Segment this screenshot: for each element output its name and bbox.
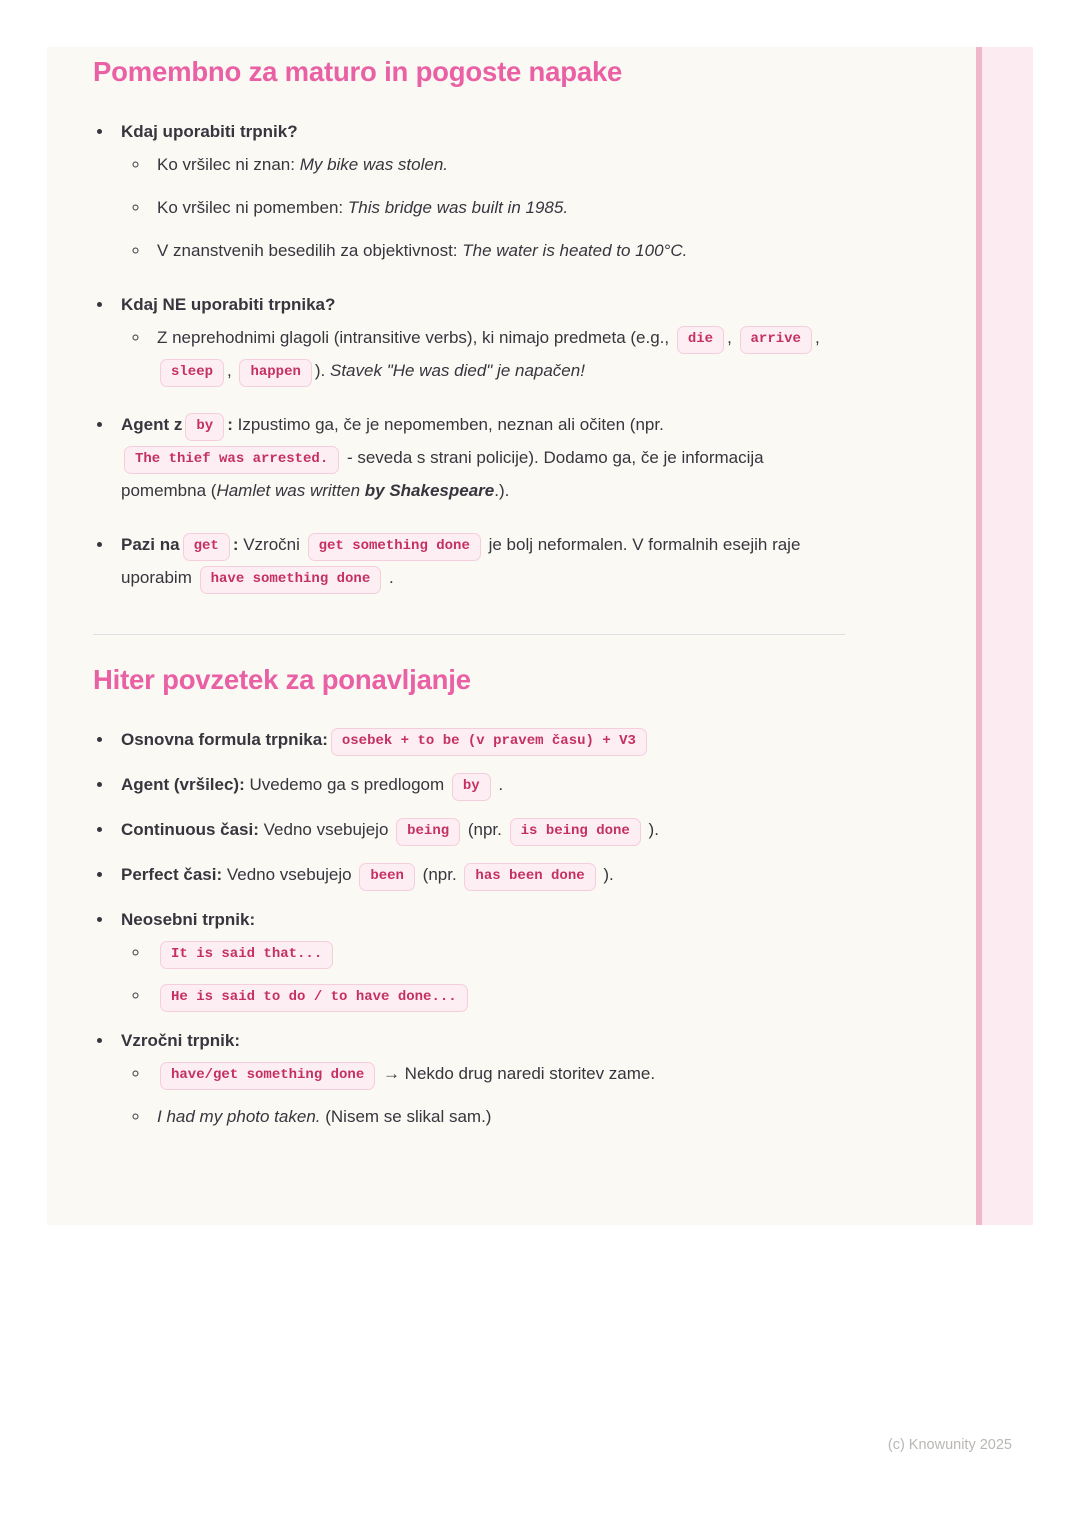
section-title-1: Pomembno za maturo in pogoste napake: [93, 56, 623, 87]
text-segment: (npr.: [417, 865, 462, 884]
list-item: [114, 858, 845, 891]
list-item: [150, 234, 845, 267]
code-chip: The thief was arrested.: [124, 446, 339, 474]
code-chip: being: [396, 818, 460, 846]
sub-list: [121, 936, 845, 1012]
text-segment: Ko vršilec ni znan:: [157, 155, 300, 174]
sheet-main-area: [47, 47, 976, 1225]
text-segment: :: [232, 535, 239, 554]
code-chip: osebek + to be (v pravem času) + V3: [331, 728, 647, 756]
code-chip: arrive: [740, 326, 812, 354]
list-item: [114, 813, 845, 846]
list-item: [150, 979, 845, 1012]
text-segment: → Nekdo drug naredi storitev zame.: [378, 1064, 656, 1083]
text-segment: - seveda s strani policije). Dodamo ga, če je informacija pomembna (: [121, 448, 764, 500]
text-segment: Osnovna formula trpnika:: [121, 730, 328, 749]
list-item-lead: [121, 115, 845, 148]
sheet-right-pink-band: [982, 47, 1033, 1225]
text-segment: .: [493, 775, 504, 794]
sub-list: [121, 1057, 845, 1133]
sub-list: [121, 148, 845, 267]
code-chip: It is said that...: [160, 941, 333, 969]
text-segment: ).: [643, 820, 659, 839]
text-segment: je bolj neformalen. V formalnih esejih raje uporabim: [121, 535, 801, 587]
code-chip: is being done: [510, 818, 641, 846]
section-divider: [93, 634, 845, 635]
text-segment: Z neprehodnimi glagoli (intransitive verbs), ki nimajo predmeta (e.g.,: [157, 328, 674, 347]
text-segment: My bike was stolen.: [299, 155, 449, 174]
code-chip: sleep: [160, 359, 224, 387]
list-item-lead: [121, 903, 845, 936]
text-segment: ).: [598, 865, 614, 884]
code-chip: been: [359, 863, 415, 891]
text-segment: V znanstvenih besedilih za objektivnost:: [157, 241, 463, 260]
text-segment: Pazi na: [121, 535, 180, 554]
text-segment: ,: [814, 328, 820, 347]
list-item: [114, 768, 845, 801]
text-segment: This bridge was built in 1985.: [347, 198, 569, 217]
section-2-list: [93, 723, 845, 1133]
section-1-list: [93, 115, 845, 594]
text-segment: Kdaj uporabiti trpnik?: [121, 122, 298, 141]
text-segment: Vzročni trpnik:: [121, 1031, 241, 1050]
text-segment: Izpustimo ga, če je nepomemben, neznan ali očiten (npr.: [232, 415, 664, 434]
list-item: [114, 528, 845, 594]
text-segment: .).: [494, 481, 510, 500]
list-item: [114, 115, 845, 267]
text-segment: Ko vršilec ni pomemben:: [157, 198, 348, 217]
list-item: [150, 1057, 845, 1090]
text-segment: .: [384, 568, 394, 587]
code-chip: has been done: [464, 863, 595, 891]
list-item: [114, 903, 845, 1012]
text-segment: Continuous časi:: [121, 820, 259, 839]
text-segment: Perfect časi:: [121, 865, 223, 884]
list-item: [114, 408, 845, 507]
list-item-lead: [121, 288, 845, 321]
text-segment: Vzročni: [238, 535, 305, 554]
list-item: [114, 1024, 845, 1133]
code-chip: happen: [239, 359, 311, 387]
text-segment: Stavek "He was died" je napačen!: [330, 361, 585, 380]
code-chip: get something done: [308, 533, 481, 561]
text-segment: ).: [314, 361, 330, 380]
code-chip: have/get something done: [160, 1062, 375, 1090]
list-item: [150, 148, 845, 181]
code-chip: die: [677, 326, 724, 354]
sub-list: [121, 321, 845, 387]
text-segment: (npr.: [463, 820, 507, 839]
text-segment: by Shakespeare: [364, 481, 495, 500]
list-item: [114, 723, 845, 756]
section-title-2: Hiter povzetek za ponavljanje: [93, 664, 471, 695]
text-segment: I had my photo taken.: [157, 1107, 321, 1126]
list-item-lead: [121, 1024, 845, 1057]
list-item: [150, 321, 845, 387]
text-segment: The water is heated to 100°C.: [462, 241, 688, 260]
text-segment: Vedno vsebujejo: [258, 820, 394, 839]
list-item: [150, 191, 845, 224]
list-item: [150, 1100, 845, 1133]
code-chip: have something done: [200, 566, 382, 594]
text-segment: Neosebni trpnik:: [121, 910, 256, 929]
text-segment: Uvedemo ga s predlogom: [244, 775, 449, 794]
code-chip: by: [185, 413, 224, 441]
code-chip: get: [183, 533, 230, 561]
text-segment: Kdaj NE uporabiti trpnika?: [121, 295, 336, 314]
text-segment: Hamlet was written: [216, 481, 365, 500]
text-segment: Vedno vsebujejo: [222, 865, 357, 884]
list-item: [150, 936, 845, 969]
text-segment: ,: [727, 328, 737, 347]
document-sheet: [47, 47, 1033, 1225]
code-chip: He is said to do / to have done...: [160, 984, 468, 1012]
text-segment: Agent z: [121, 415, 183, 434]
text-segment: (Nisem se slikal sam.): [320, 1107, 492, 1126]
text-segment: Agent (vršilec):: [121, 775, 245, 794]
page-content: [47, 47, 845, 1133]
copyright-notice: (c) Knowunity 2025: [887, 1437, 1012, 1453]
text-segment: :: [227, 415, 233, 434]
code-chip: by: [452, 773, 491, 801]
text-segment: ,: [227, 361, 237, 380]
list-item: [114, 288, 845, 387]
